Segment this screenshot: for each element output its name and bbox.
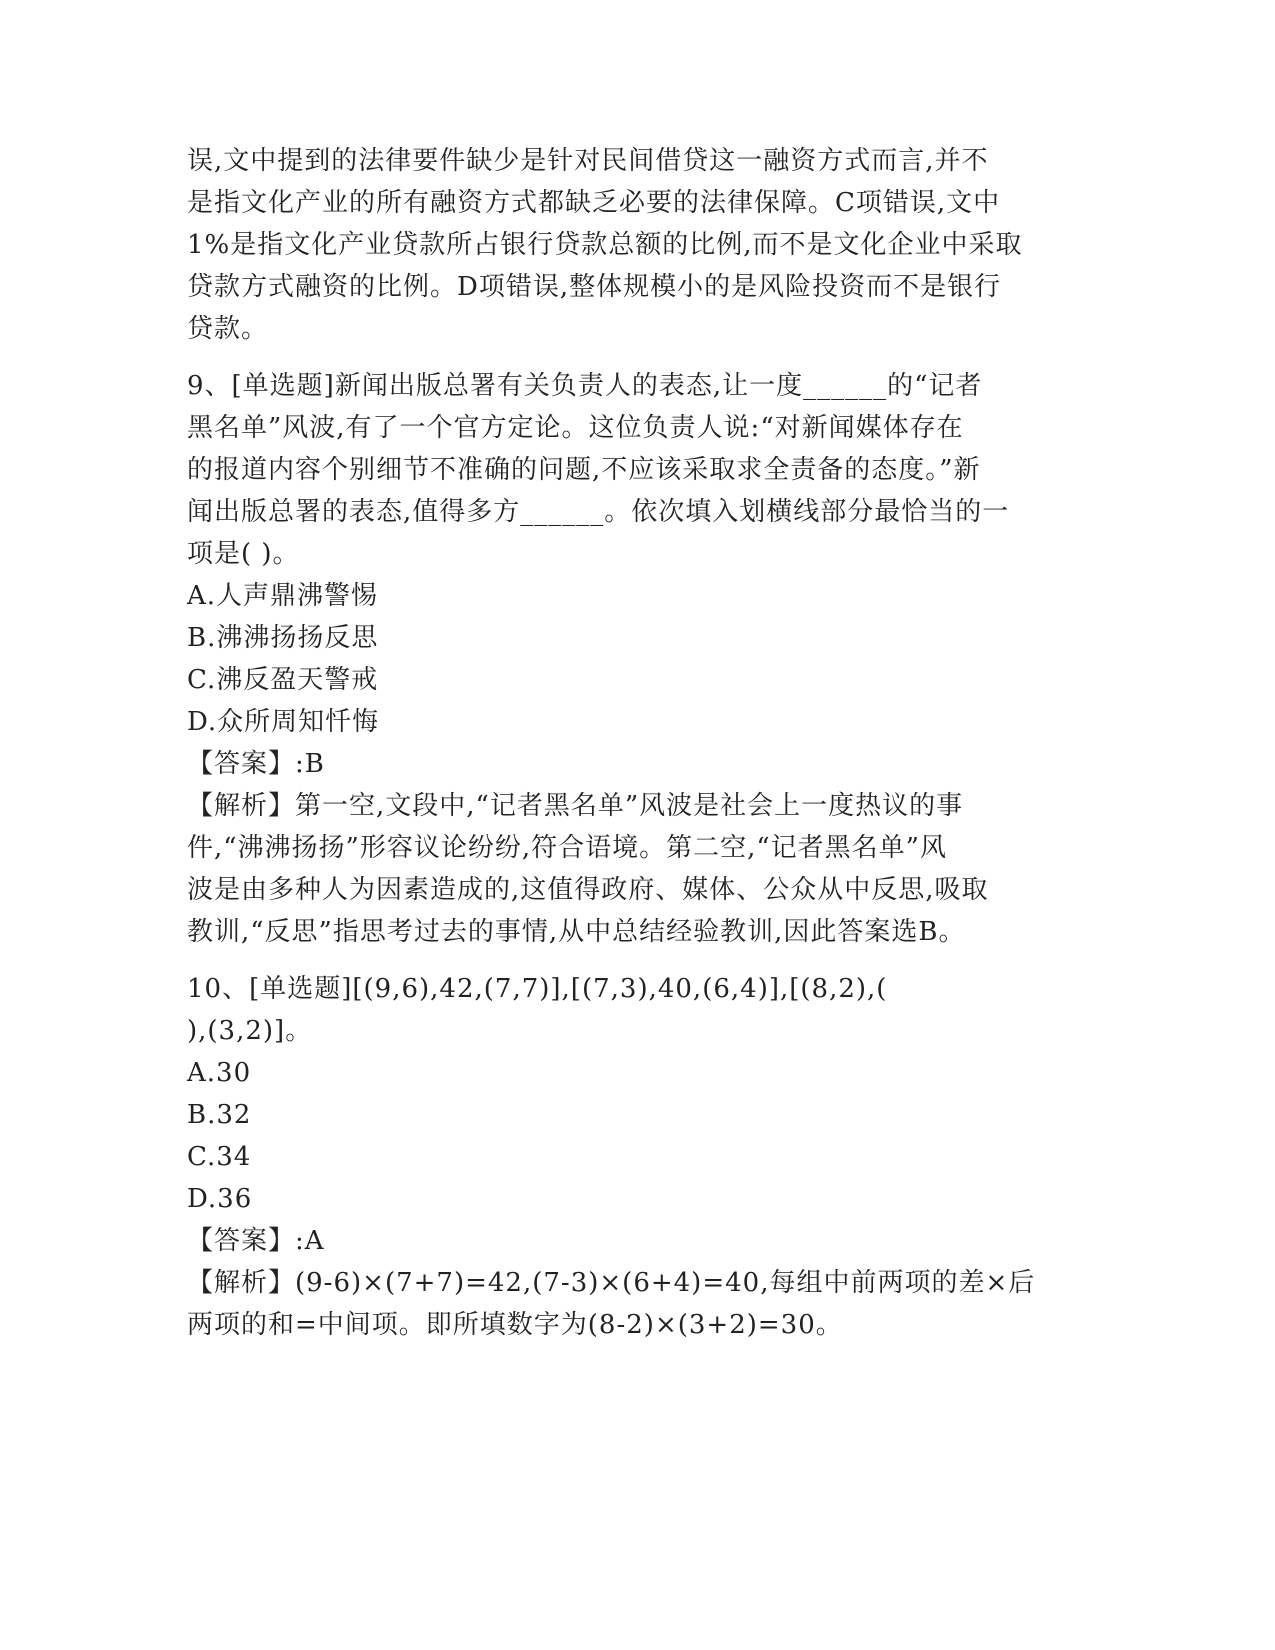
q9-explanation-line: 【解析】第一空,文段中,“记者黑名单”风波是社会上一度热议的事 — [187, 791, 964, 821]
q10-option-a: A.30 — [187, 1058, 252, 1088]
q9-stem-line: 项是( )。 — [187, 539, 300, 569]
q9-answer: 【答案】:B — [187, 749, 325, 779]
q10-stem-line: ),(3,2)]。 — [187, 1016, 313, 1046]
q9-explanation-line: 教训,“反思”指思考过去的事情,从中总结经验教训,因此答案选B。 — [187, 917, 966, 947]
q10-explanation-line: 两项的和=中间项。即所填数字为(8-2)×(3+2)=30。 — [187, 1310, 843, 1340]
prev-explanation-line: 1%是指文化产业贷款所占银行贷款总额的比例,而不是文化企业中采取 — [187, 230, 1023, 260]
q9-option-c: C.沸反盈天警戒 — [187, 665, 379, 695]
q10-option-c: C.34 — [187, 1142, 252, 1172]
q9-stem-line: 闻出版总署的表态,值得多方______。依次填入划横线部分最恰当的一 — [187, 497, 1010, 527]
q10-option-d: D.36 — [187, 1184, 253, 1214]
q10-answer: 【答案】:A — [187, 1226, 325, 1256]
prev-explanation-line: 是指文化产业的所有融资方式都缺乏必要的法律保障。C项错误,文中 — [187, 188, 1001, 218]
q10-option-b: B.32 — [187, 1100, 252, 1130]
q9-option-a: A.人声鼎沸警惕 — [187, 581, 379, 611]
q10-explanation-line: 【解析】(9-6)×(7+7)=42,(7-3)×(6+4)=40,每组中前两项的差×后 — [187, 1268, 1036, 1298]
prev-explanation-line: 贷款。 — [187, 314, 269, 344]
q9-explanation-line: 波是由多种人为因素造成的,这值得政府、媒体、公众从中反思,吸取 — [187, 875, 989, 905]
q9-option-d: D.众所周知忏悔 — [187, 707, 380, 737]
q9-stem-line: 9、[单选题]新闻出版总署有关负责人的表态,让一度______的“记者 — [187, 371, 983, 401]
q10-stem-line: 10、[单选题][(9,6),42,(7,7)],[(7,3),40,(6,4)],[(8,2),( — [187, 974, 888, 1004]
q9-option-b: B.沸沸扬扬反思 — [187, 623, 379, 653]
q9-explanation-line: 件,“沸沸扬扬”形容议论纷纷,符合语境。第二空,“记者黑名单”风 — [187, 833, 947, 863]
q9-stem-line: 黑名单”风波,有了一个官方定论。这位负责人说:“对新闻媒体存在 — [187, 413, 964, 443]
prev-explanation-line: 误,文中提到的法律要件缺少是针对民间借贷这一融资方式而言,并不 — [187, 146, 989, 176]
prev-explanation-line: 贷款方式融资的比例。D项错误,整体规模小的是风险投资而不是银行 — [187, 272, 1002, 302]
q9-stem-line: 的报道内容个别细节不准确的问题,不应该采取求全责备的态度。”新 — [187, 455, 981, 485]
